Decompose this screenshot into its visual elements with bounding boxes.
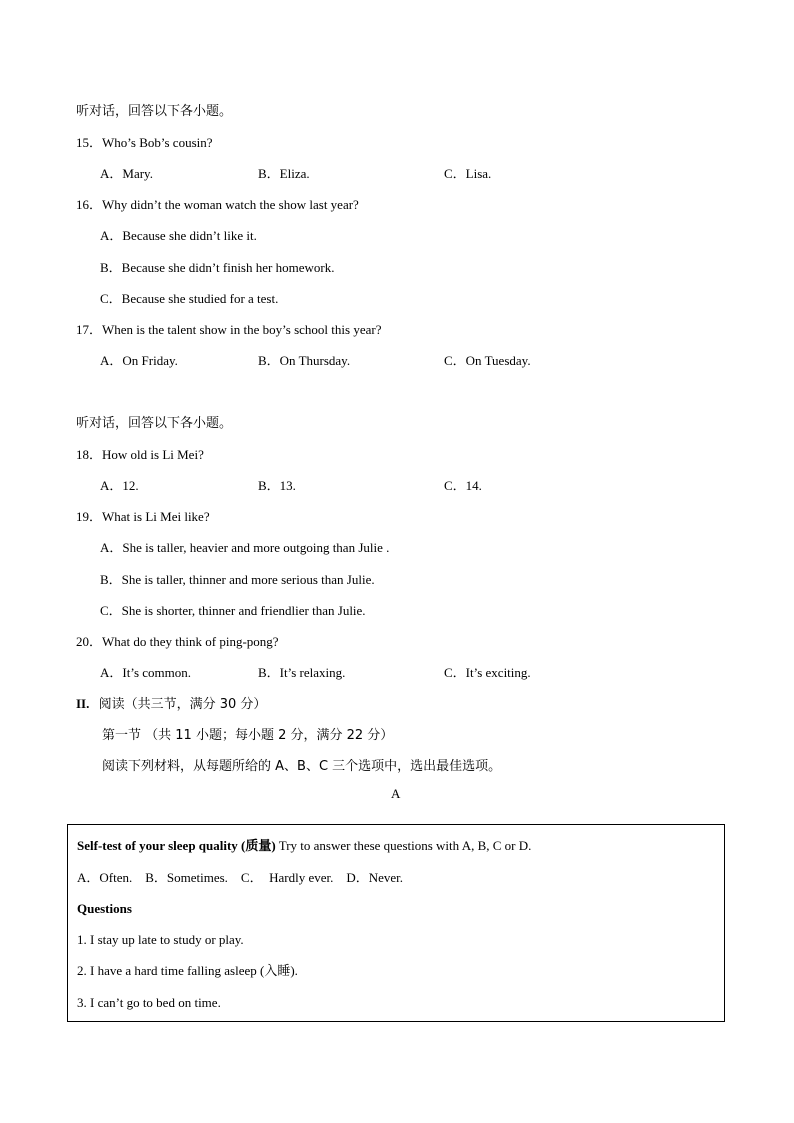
option-16-a: A．Because she didn’t like it. — [100, 228, 257, 243]
option-16-c: C．Because she studied for a test. — [100, 291, 279, 306]
question-text: Why didn’t the woman watch the show last year? — [102, 197, 359, 212]
passage-title-bold: Self-test of your sleep quality (质量) — [77, 838, 276, 853]
questions-label: Questions — [77, 901, 132, 916]
question-number: 19． — [76, 509, 103, 524]
passage-box — [67, 824, 725, 1022]
question-15 — [76, 135, 213, 151]
passage-title-rest: Try to answer these questions with A, B, C or D. — [275, 838, 532, 853]
option-18-c: C．14. — [444, 478, 482, 493]
reading-heading-text: 阅读（共三节，满分 30 分） — [98, 697, 267, 712]
passage-item-2: 2. I have a hard time falling asleep (入睡). — [77, 963, 298, 978]
option-17-a: A．On Friday. — [100, 353, 178, 368]
option-15-b: B．Eliza. — [258, 166, 310, 181]
listening-instruction-2: 听对话，回答以下各小题。 — [76, 416, 233, 431]
option-20-c: C．It’s exciting. — [444, 665, 531, 680]
option-18-a: A．12. — [100, 478, 139, 493]
question-number: 20． — [76, 634, 103, 649]
question-number: 15． — [76, 135, 103, 150]
option-19-b: B．She is taller, thinner and more serious than Julie. — [100, 572, 375, 587]
question-text: Who’s Bob’s cousin? — [102, 135, 213, 150]
passage-item-1: 1. I stay up late to study or play. — [77, 932, 244, 947]
passage-item-3: 3. I can’t go to bed on time. — [77, 995, 221, 1010]
question-text: What do they think of ping-pong? — [102, 634, 279, 649]
option-20-a: A．It’s common. — [100, 665, 191, 680]
question-number: 18． — [76, 447, 103, 462]
question-text: When is the talent show in the boy’s school this year? — [102, 322, 382, 337]
option-19-c: C．She is shorter, thinner and friendlier than Julie. — [100, 603, 366, 618]
option-16-b: B．Because she didn’t finish her homework. — [100, 260, 335, 275]
question-number: 17． — [76, 322, 103, 337]
option-17-c: C．On Tuesday. — [444, 353, 531, 368]
option-15-c: C．Lisa. — [444, 166, 492, 181]
passage-title — [77, 838, 531, 854]
reading-heading-number: II. — [76, 696, 90, 711]
reading-subsection: 第一节 （共 11 小题；每小题 2 分，满分 22 分） — [102, 728, 394, 743]
question-text: How old is Li Mei? — [102, 447, 204, 462]
passage-choices: A．Often. B．Sometimes. C． Hardly ever. D．Never. — [77, 870, 404, 885]
question-number: 16． — [76, 197, 103, 212]
passage-label: A — [391, 786, 401, 801]
question-19 — [76, 509, 210, 525]
question-18 — [76, 447, 204, 463]
option-20-b: B．It’s relaxing. — [258, 665, 346, 680]
question-20 — [76, 634, 279, 650]
option-15-a: A．Mary. — [100, 166, 153, 181]
option-18-b: B．13. — [258, 478, 296, 493]
reading-instruction: 阅读下列材料，从每题所给的 A、B、C 三个选项中，选出最佳选项。 — [102, 759, 502, 774]
option-17-b: B．On Thursday. — [258, 353, 351, 368]
listening-instruction-1: 听对话，回答以下各小题。 — [76, 104, 233, 119]
reading-heading — [76, 696, 266, 713]
question-17 — [76, 322, 381, 338]
question-text: What is Li Mei like? — [102, 509, 210, 524]
option-19-a: A．She is taller, heavier and more outgoing than Julie . — [100, 540, 390, 555]
question-16 — [76, 197, 359, 213]
